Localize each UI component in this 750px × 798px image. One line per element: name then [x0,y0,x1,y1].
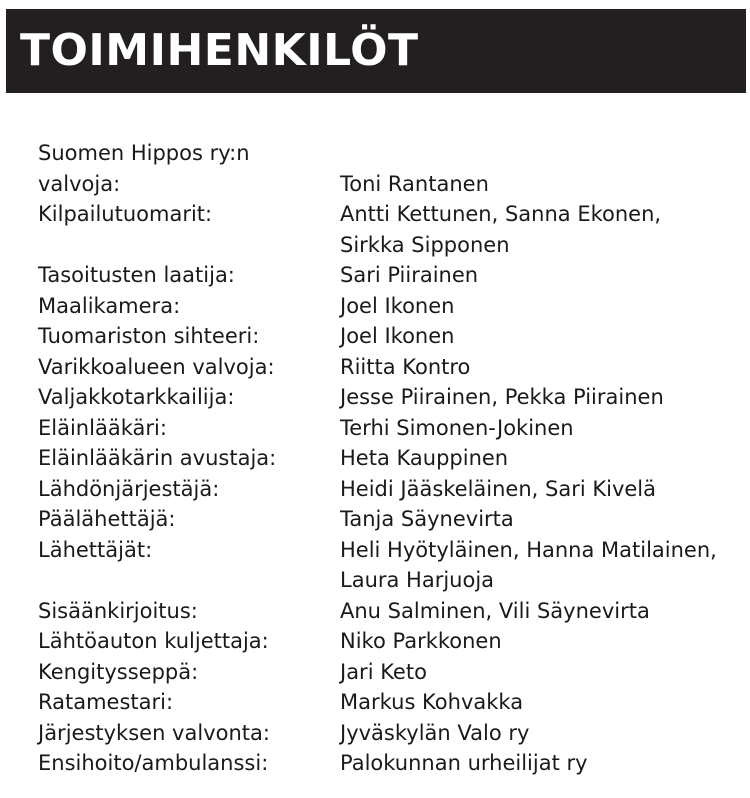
name-line: Markus Kohvakka [340,690,524,714]
official-names [340,382,738,413]
name-line: Jesse Piirainen, Pekka Piirainen [340,385,664,409]
official-role-label [38,413,340,444]
official-row [38,474,738,505]
official-role-label [38,657,340,688]
role-line: Suomen Hippos ry:n [38,141,250,165]
official-names [340,596,738,627]
official-names [340,657,738,688]
official-names [340,474,738,505]
name-line: Antti Kettunen, Sanna Ekonen, [340,202,662,226]
official-row [38,504,738,535]
role-line: Maalikamera: [38,293,181,318]
official-role-label [38,352,340,383]
name-line: Heidi Jääskeläinen, Sari Kivelä [340,476,657,501]
page-title: TOIMIHENKILÖT [20,25,419,76]
official-role-label [38,687,340,718]
role-line: valvoja: [38,171,121,196]
name-line: Heli Hyötyläinen, Hanna Matilainen, [340,537,717,562]
official-names [340,687,738,718]
official-names [340,199,738,260]
role-line: Lähtöauton kuljettaja: [38,629,269,653]
official-role-label [38,718,340,749]
role-line: Tasoitusten laatija: [38,263,235,287]
official-names [340,535,738,596]
name-line [340,138,738,169]
role-line: Eläinlääkäri: [38,415,167,440]
official-role-label [38,535,340,596]
official-row [38,687,738,718]
official-role-label [38,382,340,413]
official-names [340,626,738,657]
role-line: Kilpailutuomarit: [38,202,213,226]
name-line: Laura Harjuoja [340,568,495,592]
name-line: Jari Keto [340,659,427,684]
official-names [340,260,738,291]
role-line: Valjakkotarkkailija: [38,385,235,409]
name-line: Toni Rantanen [340,171,489,196]
official-names [340,504,738,535]
official-row [38,260,738,291]
official-role-label [38,260,340,291]
official-row [38,657,738,688]
official-role-label [38,321,340,352]
official-role-label [38,748,340,779]
header-bar [6,9,746,93]
official-names [340,718,738,749]
name-line: Joel Ikonen [340,293,455,318]
name-line: Joel Ikonen [340,324,455,348]
official-row [38,382,738,413]
role-line: Lähettäjät: [38,537,153,562]
official-row [38,199,738,260]
role-line: Lähdönjärjestäjä: [38,476,220,501]
official-row [38,596,738,627]
role-line: Tuomariston sihteeri: [38,324,260,348]
officials-list [38,138,738,779]
official-row [38,413,738,444]
official-role-label [38,504,340,535]
official-row [38,291,738,322]
official-row [38,626,738,657]
role-line: Varikkoalueen valvoja: [38,354,275,379]
name-line: Palokunnan urheilijat ry [340,751,588,775]
official-names [340,748,738,779]
role-line: Kengitysseppä: [38,659,199,684]
role-line: Eläinlääkärin avustaja: [38,446,277,470]
official-names [340,443,738,474]
official-role-label [38,596,340,627]
official-role-label [38,474,340,505]
official-row [38,718,738,749]
name-line: Heta Kauppinen [340,446,509,470]
name-line: Sari Piirainen [340,263,479,287]
official-role-label [38,626,340,657]
name-line: Riitta Kontro [340,354,471,379]
official-row [38,138,738,199]
role-line: Ensihoito/ambulanssi: [38,751,269,775]
official-row [38,535,738,596]
official-role-label [38,443,340,474]
name-line: Tanja Säynevirta [340,507,514,531]
official-row [38,321,738,352]
role-line: Järjestyksen valvonta: [38,720,270,745]
official-row [38,352,738,383]
official-role-label [38,138,340,199]
official-role-label [38,291,340,322]
role-line: Sisäänkirjoitus: [38,598,198,623]
official-row [38,748,738,779]
official-role-label [38,199,340,260]
name-line: Niko Parkkonen [340,629,502,653]
name-line: Jyväskylän Valo ry [340,720,530,745]
official-names [340,413,738,444]
official-names [340,352,738,383]
name-line: Terhi Simonen-Jokinen [340,415,574,440]
official-names [340,138,738,199]
name-line: Anu Salminen, Vili Säynevirta [340,598,650,623]
role-line: Päälähettäjä: [38,507,176,531]
role-line: Ratamestari: [38,690,174,714]
name-line: Sirkka Sipponen [340,232,510,257]
official-names [340,321,738,352]
official-names [340,291,738,322]
official-row [38,443,738,474]
